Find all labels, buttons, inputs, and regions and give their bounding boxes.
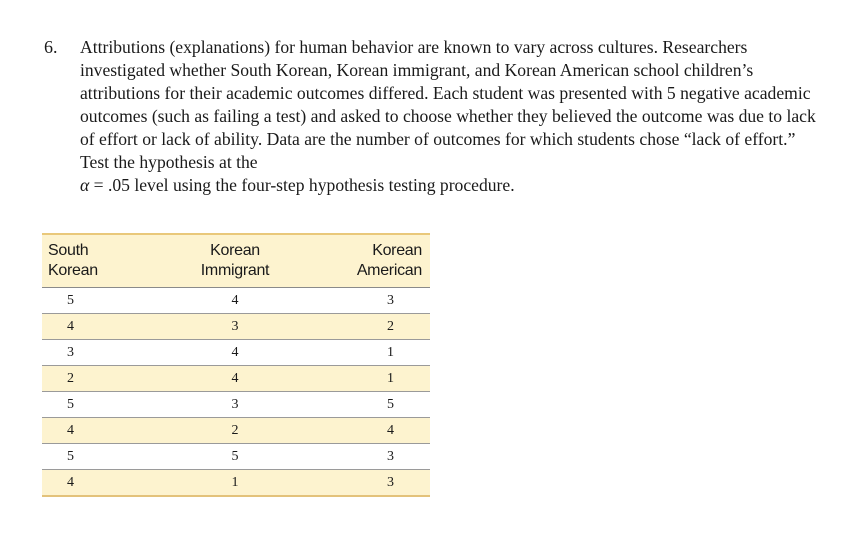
table-header-row: [42, 234, 430, 288]
table-cell: 4: [42, 314, 160, 340]
header-line: American: [356, 262, 422, 279]
table-cell: 5: [160, 444, 310, 470]
table-cell: 4: [160, 340, 310, 366]
data-table: [42, 233, 430, 497]
table-cell: 2: [42, 366, 160, 392]
table-cell: 1: [160, 470, 310, 497]
header-line: Korean: [372, 242, 422, 259]
table-row: [42, 444, 430, 470]
table-cell: 1: [310, 340, 430, 366]
table-cell: 3: [42, 340, 160, 366]
table-cell: 4: [42, 470, 160, 497]
table-row: [42, 340, 430, 366]
header-korean-american: [310, 234, 430, 288]
table-cell: 3: [310, 470, 430, 497]
header-korean-immigrant: [160, 234, 310, 288]
table-cell: 3: [310, 444, 430, 470]
table-cell: 3: [160, 392, 310, 418]
table-cell: 5: [42, 288, 160, 314]
table-cell: 4: [160, 288, 310, 314]
header-line: Immigrant: [200, 262, 270, 279]
alpha-tail: = .05 level using the four-step hypothesis testing procedure.: [89, 175, 515, 195]
table-cell: 2: [310, 314, 430, 340]
table-cell: 1: [310, 366, 430, 392]
table-cell: 5: [42, 392, 160, 418]
table-row: [42, 392, 430, 418]
table-cell: 2: [160, 418, 310, 444]
table-row: [42, 314, 430, 340]
table-row: [42, 418, 430, 444]
header-line: Korean: [48, 262, 98, 279]
table-cell: 5: [310, 392, 430, 418]
table-row: [42, 366, 430, 392]
table-cell: 4: [42, 418, 160, 444]
header-line: South: [48, 242, 89, 259]
alpha-symbol: α: [80, 175, 90, 195]
table-cell: 4: [160, 366, 310, 392]
problem-body: Attributions (explanations) for human behavior are known to vary across cultures. Researchers investigated whether South Korean, Korean immigrant, and Korean American school children’s attributions for their academic outcomes differed. Each student was presented with 5 negative academic outcomes (such as failing a test) and asked to choose whether they believed the outcome was due to lack of effort or lack of ability. Data are the number of outcomes for which students chose “lack of effort.” Test the hypothesis at the: [80, 37, 816, 172]
table-row: [42, 470, 430, 497]
table-row: [42, 288, 430, 314]
table-cell: 5: [42, 444, 160, 470]
table-cell: 3: [310, 288, 430, 314]
table-cell: 4: [310, 418, 430, 444]
problem-number: 6.: [44, 37, 58, 57]
problem-text: [80, 36, 820, 197]
header-south-korean: [42, 234, 160, 288]
table-cell: 3: [160, 314, 310, 340]
header-line: Korean: [210, 242, 260, 259]
